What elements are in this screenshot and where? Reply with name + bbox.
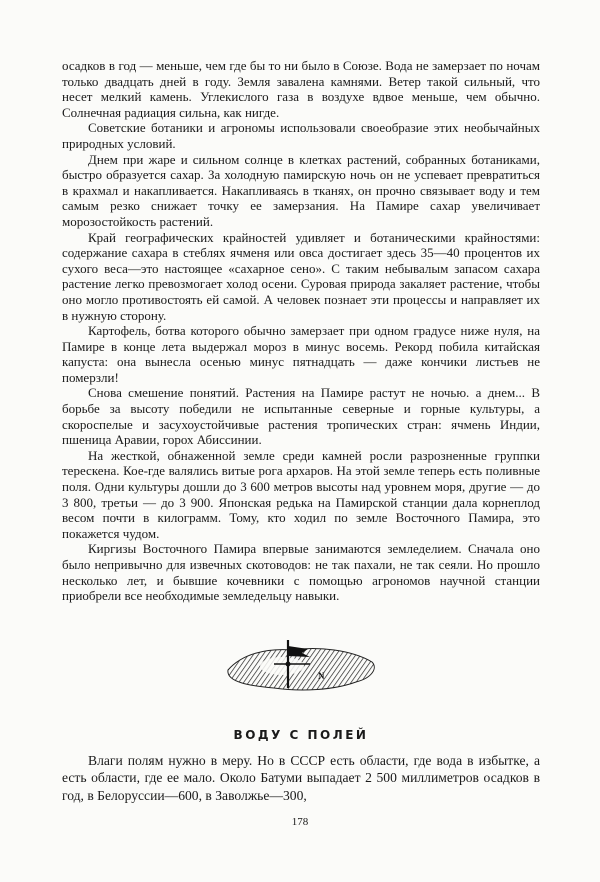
paragraph: Край географических крайностей удивляет и ботаническими крайностями: содержание сахара в стеблях ячменя или овса достигает здесь 35—40 процентов их сухого веса—это настоящее «сахарное сено». С таким небывалым запасом сахара растение легко превозмогает холод осени. Суровая природа закаляет растение, чтобы оно могло противостоять ей самой. А человек познает эти процессы и направляет их в нужную сторону. [62,229,540,323]
paragraph: На жесткой, обнаженной земле среди камней росли разрозненные группки терескена. Кое-где валялись витые рога архаров. На этой земле теперь есть поливные поля. Одни культуры дошли до 3 600 метров высоты над уровнем моря, другие — до 3 800, третьи — до 3 900. Японская редька на Памирской станции дала корнеплод весом почти в килограмм. Тому, кто ходил по земле Восточного Памира, это покажется чудом. [62,447,540,541]
paragraph: Снова смешение понятий. Растения на Памире растут не ночью. а днем... В борьбе за высоту победили не испытанные северные и горные культуры, а скороспелые и засухоустойчивые растения тропических стран: ячмень Индии, пшеница Аравии, горох Абиссинии. [62,385,540,448]
paragraph: Картофель, ботва которого обычно замерзает при одном градусе ниже нуля, на Памире в конце лета выдержал мороз в минус восемь. Рекорд побила китайская капуста: она вынесла осенью минус пятнадцать — даже кончики листьев не померзли! [62,323,540,385]
page-number: 178 [291,816,309,828]
section-title: ВОДУ С ПОЛЕЙ [233,727,369,742]
body-text [62,58,540,604]
compass-letter: N [318,670,325,681]
section-paragraph: Влаги полям нужно в меру. Но в СССР есть области, где вода в избытке, а есть области, где ее мало. Около Батуми выпадает 2 500 миллиметров осадков в год, в Белоруссии—600, в Заволжье—300, [62,752,540,803]
weathervane-vignette [222,636,380,694]
page-content [62,58,540,804]
paragraph: Советские ботаники и агрономы использовали своеобразие этих необычайных природных условий. [62,120,540,151]
paragraph: Киргизы Восточного Памира впервые занимаются земледелием. Сначала оно было непривычно для извечных скотоводов: не так пахали, не так сеяли. Но прошло несколько лет, и бывшие кочевники с помощью агрономов научной станции приобрели все необходимые земледельцу навыки. [62,541,540,604]
paragraph: осадков в год — меньше, чем где бы то ни было в Союзе. Вода не замерзает по ночам только двадцать дней в году. Земля завалена камнями. Ветер такой сильный, что несет мелкий камень. Углекислого газа в воздухе вдвое меньше, чем обычно. Солнечная радиация сильна, как нигде. [62,58,540,120]
paragraph: Днем при жаре и сильном солнце в клетках растений, собранных ботаниками, быстро образуется сахар. За холодную памирскую ночь он не успевает превратиться в крахмал и накапливается. Накапливаясь в тканях, он прочно связывает воду и тем самым резко снижает точку ее замерзания. На Памире сахар увеличивает морозостойкость растений. [62,151,540,229]
